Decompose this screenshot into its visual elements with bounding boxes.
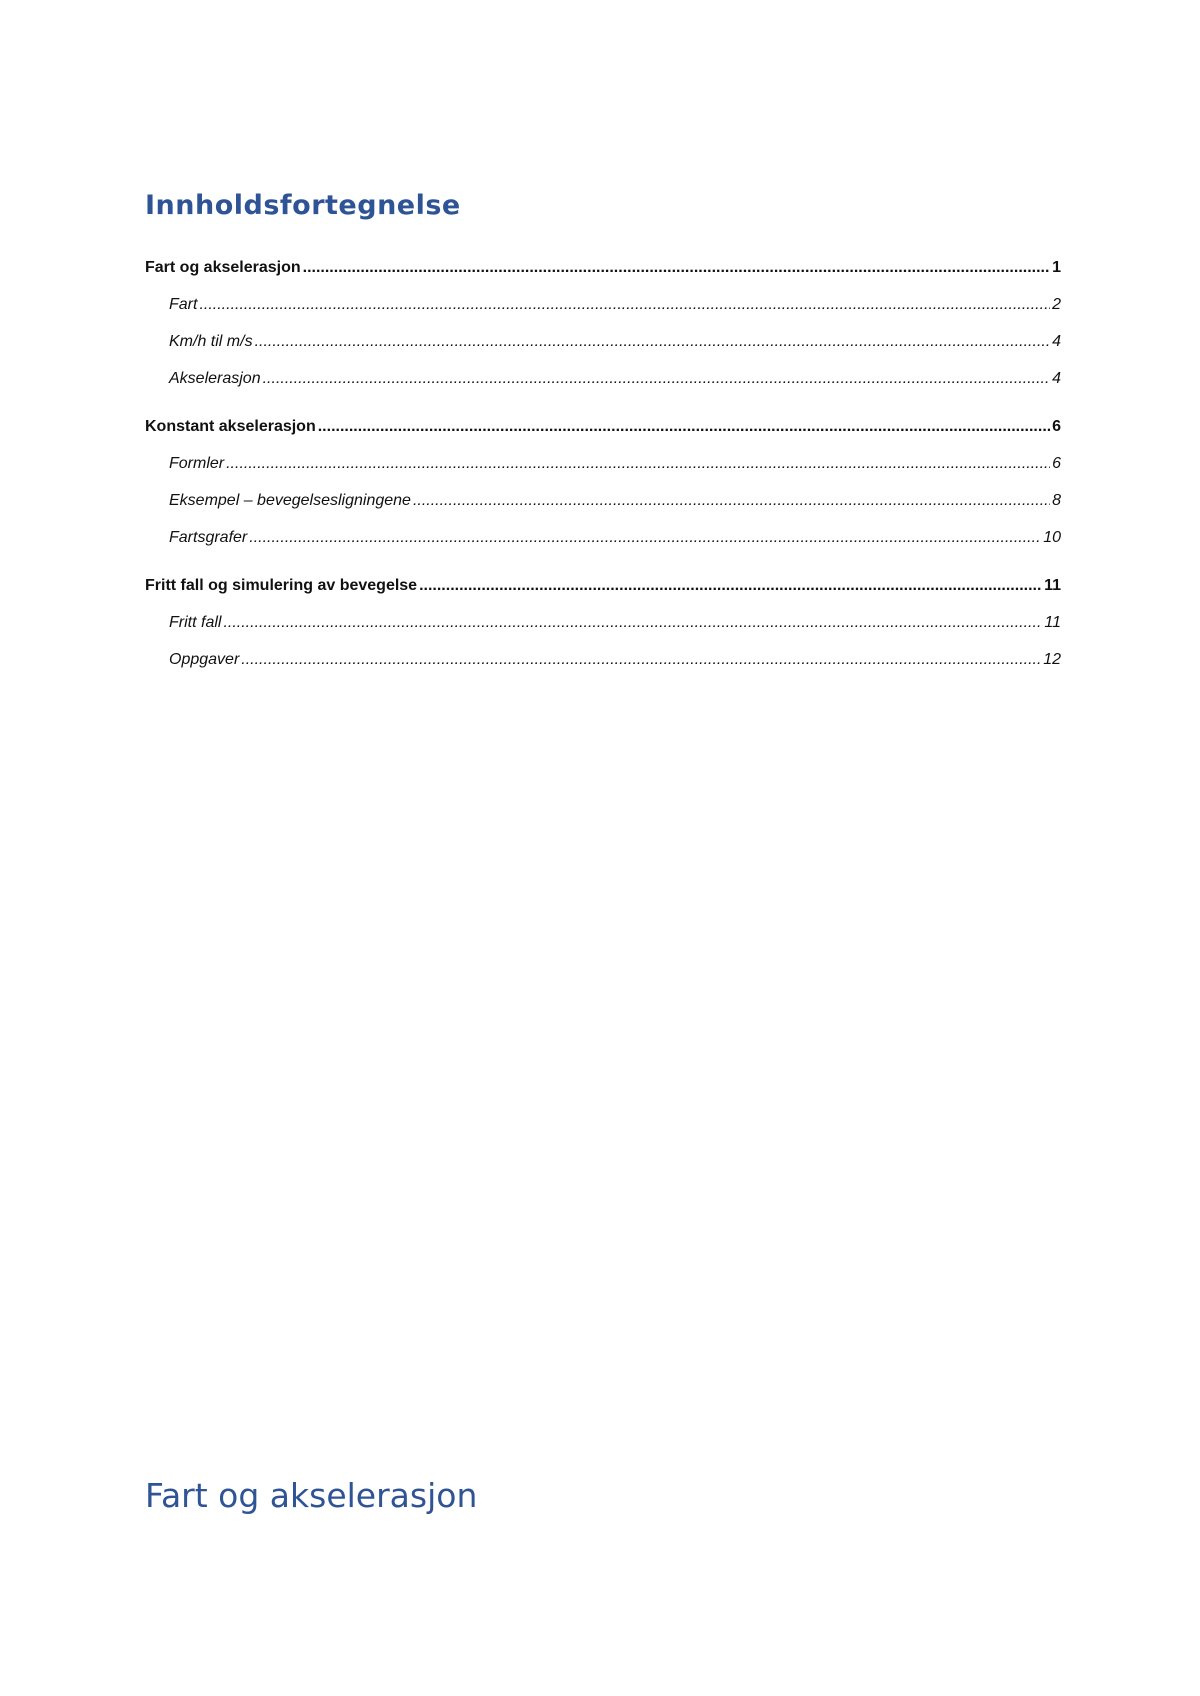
- chapter-heading: Fart og akselerasjon: [145, 1476, 478, 1515]
- dot-leader: [303, 256, 1050, 280]
- toc-entry-level1[interactable]: [145, 256, 1061, 293]
- toc-entry-page: 10: [1043, 529, 1061, 546]
- toc-entry-page: 4: [1052, 370, 1061, 387]
- toc-entry-page: 1: [1052, 259, 1061, 276]
- toc-section: [145, 574, 1061, 685]
- toc-entry-page: 12: [1043, 651, 1061, 668]
- dot-leader: [263, 367, 1050, 391]
- toc-entry-page: 8: [1052, 492, 1061, 509]
- toc-entry-label: Fritt fall og simulering av bevegelse: [145, 577, 418, 594]
- toc-entry-page: 11: [1044, 614, 1061, 631]
- dot-leader: [249, 526, 1041, 550]
- toc-entry-label: Fart og akselerasjon: [145, 259, 301, 276]
- toc-entry-page: 4: [1052, 333, 1061, 350]
- dot-leader: [318, 415, 1050, 439]
- toc-title: Innholdsfortegnelse: [145, 190, 461, 221]
- toc-section: [145, 256, 1061, 404]
- toc-entry-label: Oppgaver: [169, 651, 240, 668]
- dot-leader: [199, 293, 1050, 317]
- toc-entry-page: 2: [1052, 296, 1061, 313]
- dot-leader: [226, 452, 1050, 476]
- toc-entry-level2[interactable]: [145, 648, 1061, 685]
- table-of-contents: [145, 256, 1061, 696]
- dot-leader: [419, 574, 1042, 598]
- toc-entry-level2[interactable]: [145, 452, 1061, 489]
- toc-entry-label: Fritt fall: [169, 614, 222, 631]
- dot-leader: [255, 330, 1051, 354]
- toc-entry-level2[interactable]: [145, 489, 1061, 526]
- toc-entry-level2[interactable]: [145, 367, 1061, 404]
- dot-leader: [413, 489, 1050, 513]
- toc-entry-page: 11: [1044, 577, 1061, 594]
- toc-entry-label: Fartsgrafer: [169, 529, 248, 546]
- toc-entry-label: Eksempel – bevegelsesligningene: [169, 492, 411, 509]
- toc-entry-label: Akselerasjon: [169, 370, 261, 387]
- dot-leader: [241, 648, 1041, 672]
- toc-entry-level2[interactable]: [145, 330, 1061, 367]
- toc-entry-label: Formler: [169, 455, 225, 472]
- toc-entry-level1[interactable]: [145, 574, 1061, 611]
- toc-entry-level1[interactable]: [145, 415, 1061, 452]
- toc-entry-label: Fart: [169, 296, 198, 313]
- toc-entry-label: Konstant akselerasjon: [145, 418, 316, 435]
- toc-entry-level2[interactable]: [145, 526, 1061, 563]
- dot-leader: [223, 611, 1042, 635]
- toc-entry-page: 6: [1052, 455, 1061, 472]
- toc-entry-page: 6: [1052, 418, 1061, 435]
- toc-entry-level2[interactable]: [145, 293, 1061, 330]
- toc-entry-level2[interactable]: [145, 611, 1061, 648]
- toc-section: [145, 415, 1061, 563]
- toc-entry-label: Km/h til m/s: [169, 333, 253, 350]
